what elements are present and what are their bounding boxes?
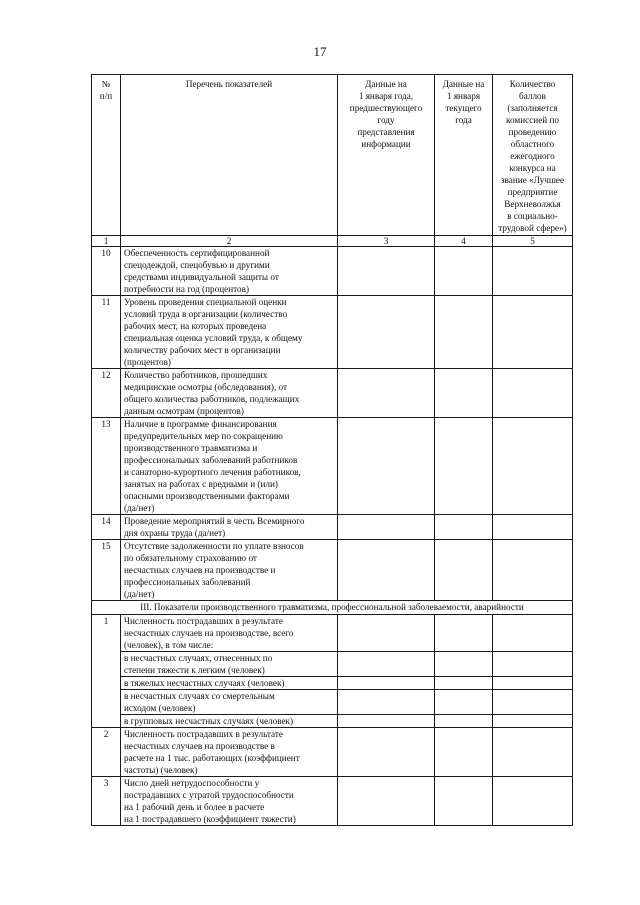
indicator-text: Наличие в программе финансирования предупредительных мер по сокращению производственного травматизма и профессиональных заболеваний работников и санаторно-курортного лечения работников, занятых на работах с вредными и (или) опасными производственными факторами (да/нет) [121, 418, 338, 515]
score-cell [493, 369, 573, 418]
indicator-text: Количество работников, прошедших медицинские осмотры (обследования), от общего количества работников, подлежащих данным осмотрам (процентов) [121, 369, 338, 418]
indicator-subtext: в групповых несчастных случаях (человек) [121, 715, 338, 728]
table-row [92, 418, 573, 515]
row-number: 3 [92, 777, 121, 826]
value-cell [338, 515, 435, 540]
section-row [92, 601, 573, 615]
header-col-number: № п/п [92, 75, 121, 236]
value-cell [338, 296, 435, 369]
indicator-text: Проведение мероприятий в честь Всемирного дня охраны труда (да/нет) [121, 515, 338, 540]
score-cell [493, 777, 573, 826]
score-cell [493, 728, 573, 777]
value-cell [435, 418, 493, 515]
value-cell [338, 615, 435, 652]
value-cell [435, 369, 493, 418]
row-number: 11 [92, 296, 121, 369]
value-cell [338, 777, 435, 826]
indicators-table [91, 74, 573, 826]
value-cell [435, 515, 493, 540]
score-cell [493, 515, 573, 540]
value-cell [435, 677, 493, 690]
value-cell [338, 540, 435, 601]
table-row [92, 728, 573, 777]
row-number: 12 [92, 369, 121, 418]
table-subrow [92, 715, 573, 728]
value-cell [435, 690, 493, 715]
value-cell [435, 777, 493, 826]
value-cell [435, 247, 493, 296]
value-cell [435, 652, 493, 677]
table-row [92, 296, 573, 369]
value-cell [338, 247, 435, 296]
row-number: 14 [92, 515, 121, 540]
table-row [92, 540, 573, 601]
table-row [92, 369, 573, 418]
column-number: 1 [92, 236, 121, 247]
value-cell [338, 690, 435, 715]
score-cell [493, 540, 573, 601]
table-row [92, 515, 573, 540]
value-cell [338, 652, 435, 677]
column-number: 4 [435, 236, 493, 247]
table-subrow [92, 677, 573, 690]
header-row [92, 75, 573, 236]
table-row [92, 247, 573, 296]
value-cell [435, 615, 493, 652]
table-subrow [92, 652, 573, 677]
value-cell [338, 715, 435, 728]
row-number: 13 [92, 418, 121, 515]
header-col-current-year: Данные на 1 января текущего года [435, 75, 493, 236]
indicator-text: Численность пострадавших в результате несчастных случаев на производстве в расчете на 1 тыс. работающих (коэффициент частоты) (человек) [121, 728, 338, 777]
indicator-text: Обеспеченность сертифицированной спецодеждой, спецобувью и другими средствами индивидуальной защиты от потребности на год (процентов) [121, 247, 338, 296]
header-col-prev-year: Данные на 1 января года, предшествующего году представления информации [338, 75, 435, 236]
row-number: 1 [92, 615, 121, 728]
score-cell [493, 715, 573, 728]
column-numbers-row [92, 236, 573, 247]
row-number: 10 [92, 247, 121, 296]
indicator-text: Отсутствие задолженности по уплате взносов по обязательному страхованию от несчастных случаев на производстве и профессиональных заболеваний (да/нет) [121, 540, 338, 601]
value-cell [338, 418, 435, 515]
score-cell [493, 418, 573, 515]
table-row [92, 777, 573, 826]
indicator-subtext: в несчастных случаях, отнесенных по степени тяжести к легким (человек) [121, 652, 338, 677]
score-cell [493, 615, 573, 652]
score-cell [493, 690, 573, 715]
score-cell [493, 677, 573, 690]
row-number: 15 [92, 540, 121, 601]
indicator-subtext: в тяжелых несчастных случаях (человек) [121, 677, 338, 690]
score-cell [493, 296, 573, 369]
value-cell [435, 728, 493, 777]
value-cell [435, 540, 493, 601]
value-cell [338, 677, 435, 690]
score-cell [493, 247, 573, 296]
value-cell [338, 369, 435, 418]
column-number: 3 [338, 236, 435, 247]
indicator-text: Численность пострадавших в результате несчастных случаев на производстве, всего (человек), в том числе: [121, 615, 338, 652]
indicator-text: Уровень проведения специальной оценки условий труда в организации (количество рабочих мест, на которых проведена специальная оценка условий труда, к общему количеству рабочих мест в организации (процентов) [121, 296, 338, 369]
indicator-text: Число дней нетрудоспособности у пострадавших с утратой трудоспособности на 1 рабочий день и более в расчете на 1 пострадавшего (коэффициент тяжести) [121, 777, 338, 826]
page-number: 17 [313, 44, 327, 59]
header-col-score: Количество баллов (заполняется комиссией по проведению областного ежегодного конкурса на звание «Лучшее предприятие Верхневолжья в социально- трудовой сфере») [493, 75, 573, 236]
value-cell [435, 296, 493, 369]
column-number: 2 [121, 236, 338, 247]
header-col-indicators: Перечень показателей [121, 75, 338, 236]
table-subrow [92, 690, 573, 715]
score-cell [493, 652, 573, 677]
table-row [92, 615, 573, 652]
section-title: III. Показатели производственного травматизма, профессиональной заболеваемости, аварийности [92, 601, 573, 615]
indicator-subtext: в несчастных случаях со смертельным исходом (человек) [121, 690, 338, 715]
value-cell [338, 728, 435, 777]
value-cell [435, 715, 493, 728]
row-number: 2 [92, 728, 121, 777]
column-number: 5 [493, 236, 573, 247]
